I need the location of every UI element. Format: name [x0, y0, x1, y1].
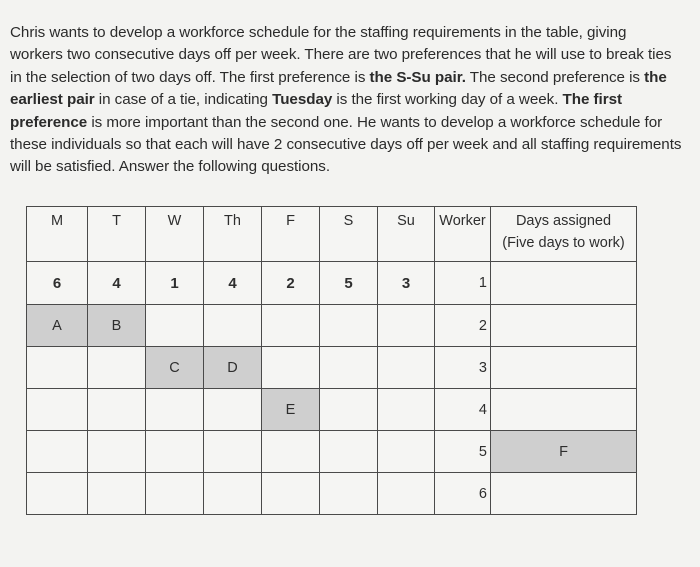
days-assigned-cell — [491, 305, 637, 347]
cell-sunday — [378, 389, 435, 431]
worker-id: 6 — [435, 473, 491, 515]
cell-saturday — [320, 347, 378, 389]
cell-saturday — [320, 389, 378, 431]
header-tuesday: T — [88, 207, 146, 262]
cell-monday — [27, 431, 88, 473]
requirement-saturday: 5 — [320, 262, 378, 305]
cell-saturday — [320, 431, 378, 473]
cell-wednesday: C — [146, 347, 204, 389]
header-row — [27, 207, 637, 262]
cell-monday — [27, 347, 88, 389]
table-row — [27, 473, 637, 515]
cell-thursday: D — [204, 347, 262, 389]
header-days-assigned — [491, 207, 637, 262]
second-preference-bold: the — [644, 68, 667, 86]
cell-friday: E — [262, 389, 320, 431]
statement-line-7: will be satisfied. Answer the following questions. — [10, 158, 330, 176]
cell-sunday — [378, 305, 435, 347]
tuesday-bold: Tuesday — [272, 91, 333, 109]
cell-monday — [27, 473, 88, 515]
worker-id: 5 — [435, 431, 491, 473]
earliest-pair-bold: earliest pair — [10, 91, 95, 109]
cell-tuesday — [88, 389, 146, 431]
cell-tuesday — [88, 347, 146, 389]
cell-friday — [262, 347, 320, 389]
cell-wednesday — [146, 305, 204, 347]
first-preference-bold: the S-Su pair. — [369, 68, 466, 86]
cell-wednesday — [146, 389, 204, 431]
header-worker: Worker — [435, 207, 491, 262]
preference-bold: preference — [10, 113, 88, 131]
cell-saturday — [320, 305, 378, 347]
cell-monday — [27, 389, 88, 431]
schedule-table-container — [26, 206, 636, 514]
cell-thursday — [204, 389, 262, 431]
statement-line-2: workers two consecutive days off per week. There are two preferences that he will use to break ties — [10, 46, 672, 64]
statement-text: is more important than the second one. He wants to develop a workforce schedule for — [87, 113, 663, 131]
statement-text: is the first working day of a week. — [332, 91, 563, 109]
cell-sunday — [378, 347, 435, 389]
cell-tuesday — [88, 473, 146, 515]
worker-id: 1 — [435, 262, 491, 305]
days-assigned-cell — [491, 262, 637, 305]
cell-sunday — [378, 473, 435, 515]
statement-line-3 — [10, 67, 694, 89]
header-saturday: S — [320, 207, 378, 262]
table-row — [27, 347, 637, 389]
five-days-label: (Five days to work) — [502, 235, 625, 251]
table-row — [27, 262, 637, 305]
cell-wednesday — [146, 431, 204, 473]
requirement-monday: 6 — [27, 262, 88, 305]
cell-friday — [262, 305, 320, 347]
cell-sunday — [378, 431, 435, 473]
cell-thursday — [204, 305, 262, 347]
days-assigned-cell — [491, 347, 637, 389]
statement-line-6: these individuals so that each will have 2 consecutive days off per week and all staffing requirements — [10, 136, 682, 154]
cell-monday: A — [27, 305, 88, 347]
problem-statement — [10, 22, 694, 179]
statement-line-1: Chris wants to develop a workforce schedule for the staffing requirements in the table, giving — [10, 24, 627, 41]
requirement-wednesday: 1 — [146, 262, 204, 305]
days-assigned-cell: F — [491, 431, 637, 473]
statement-text: in the selection of two days off. The first preference is — [10, 68, 370, 86]
table-row — [27, 389, 637, 431]
statement-text: in case of a tie, indicating — [94, 91, 273, 109]
statement-line-4 — [10, 89, 694, 111]
requirement-thursday: 4 — [204, 262, 262, 305]
days-assigned-cell — [491, 473, 637, 515]
days-assigned-label: Days assigned — [515, 213, 612, 229]
first-bold: The first — [562, 91, 622, 109]
statement-text: The second preference is — [465, 68, 645, 86]
table-row — [27, 431, 637, 473]
header-monday: M — [27, 207, 88, 262]
cell-tuesday — [88, 431, 146, 473]
cell-wednesday — [146, 473, 204, 515]
table-row — [27, 305, 637, 347]
requirement-sunday: 3 — [378, 262, 435, 305]
header-wednesday: W — [146, 207, 204, 262]
cell-thursday — [204, 473, 262, 515]
cell-thursday — [204, 431, 262, 473]
header-friday: F — [262, 207, 320, 262]
days-assigned-cell — [491, 389, 637, 431]
worker-id: 4 — [435, 389, 491, 431]
schedule-table — [26, 206, 637, 515]
cell-friday — [262, 473, 320, 515]
statement-line-5 — [10, 112, 694, 134]
cell-tuesday: B — [88, 305, 146, 347]
cell-friday — [262, 431, 320, 473]
cell-saturday — [320, 473, 378, 515]
worker-id: 3 — [435, 347, 491, 389]
header-thursday: Th — [204, 207, 262, 262]
header-sunday: Su — [378, 207, 435, 262]
requirement-tuesday: 4 — [88, 262, 146, 305]
requirement-friday: 2 — [262, 262, 320, 305]
worker-id: 2 — [435, 305, 491, 347]
